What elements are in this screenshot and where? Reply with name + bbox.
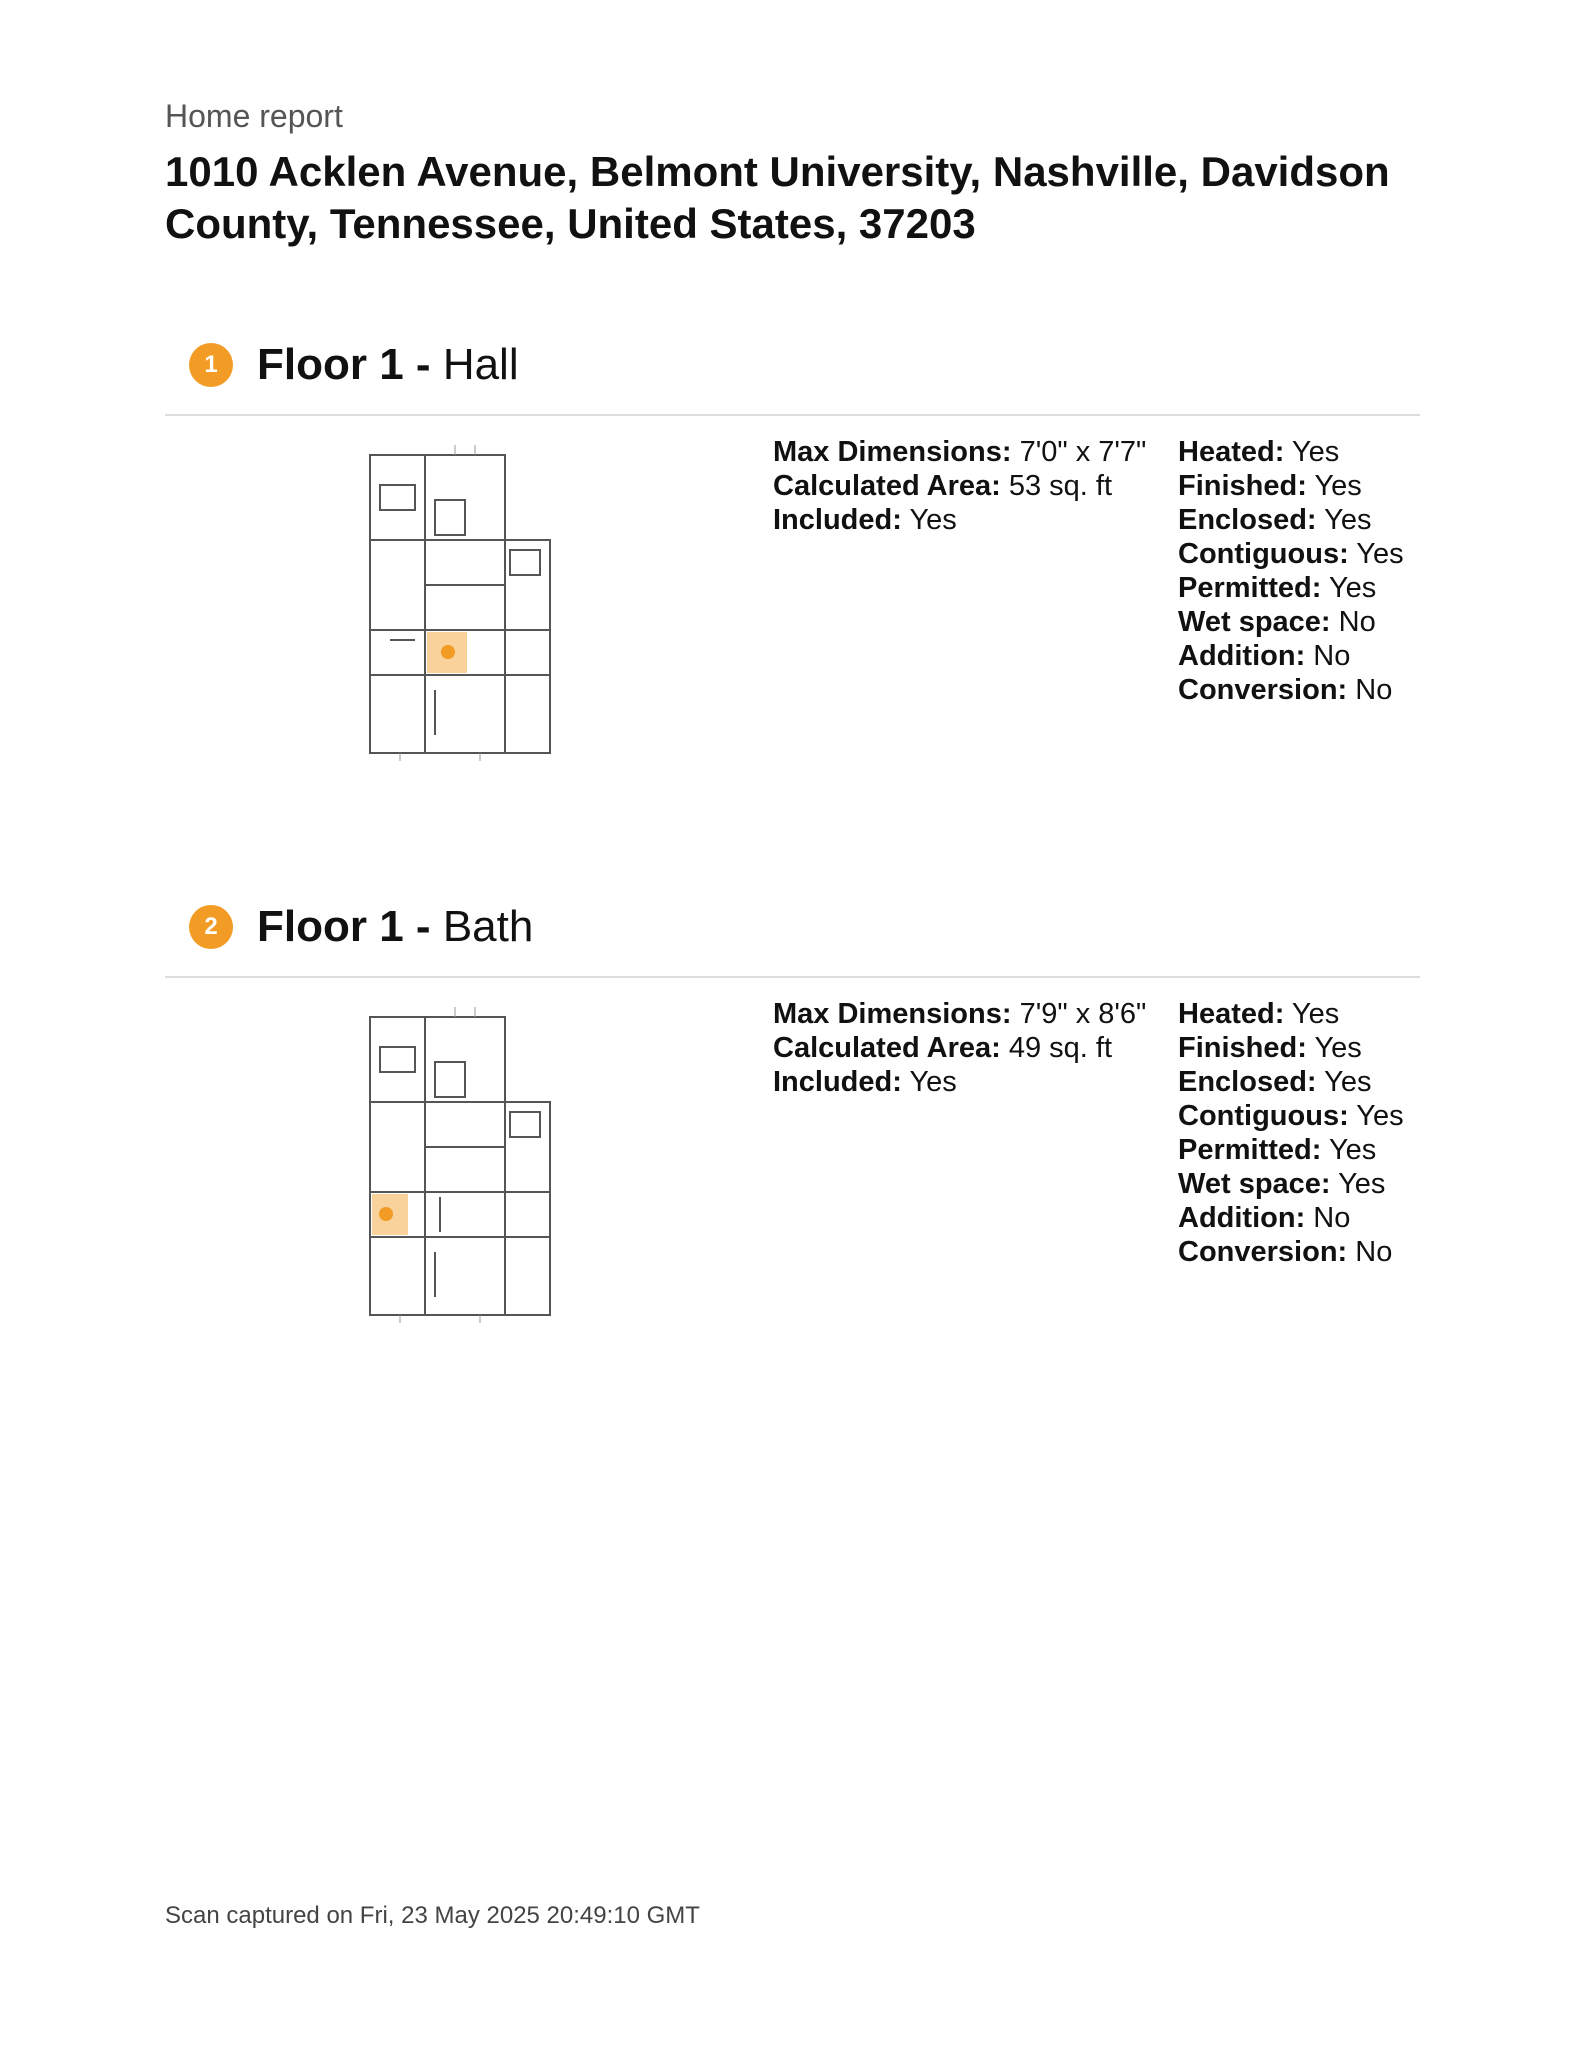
floor-label: Floor 1 (257, 340, 404, 389)
detail-row: Max Dimensions: 7'0" x 7'7" (773, 436, 1147, 468)
flag-row: Conversion: No (1178, 1236, 1393, 1268)
room-section-bath (0, 897, 1583, 1417)
detail-row: Max Dimensions: 7'9" x 8'6" (773, 998, 1147, 1030)
flag-row: Wet space: Yes (1178, 1168, 1386, 1200)
floor-plan-thumbnail (360, 1007, 560, 1327)
flag-row: Contiguous: Yes (1178, 538, 1404, 570)
room-name: Hall (442, 340, 519, 389)
flag-row: Enclosed: Yes (1178, 1066, 1372, 1098)
flag-row: Addition: No (1178, 1202, 1351, 1234)
room-number-badge: 1 (189, 343, 233, 387)
flag-row: Permitted: Yes (1178, 572, 1377, 604)
scan-timestamp: Scan captured on Fri, 23 May 2025 20:49:10 GMT (165, 1902, 700, 1929)
report-kicker: Home report (165, 98, 343, 134)
room-title (257, 340, 519, 390)
flag-row: Heated: Yes (1178, 998, 1340, 1030)
detail-row: Included: Yes (773, 504, 957, 536)
section-divider (165, 414, 1420, 416)
detail-row: Calculated Area: 49 sq. ft (773, 1032, 1113, 1064)
flag-row: Conversion: No (1178, 674, 1393, 706)
room-section-hall (0, 335, 1583, 855)
property-address: 1010 Acklen Avenue, Belmont University, Nashville, Davidson County, Tennessee, United States, 37203 (165, 148, 1390, 247)
flag-row: Heated: Yes (1178, 436, 1340, 468)
title-separator: - (415, 902, 431, 951)
flag-row: Finished: Yes (1178, 470, 1362, 502)
flag-row: Permitted: Yes (1178, 1134, 1377, 1166)
room-heading (189, 897, 533, 957)
flag-row: Contiguous: Yes (1178, 1100, 1404, 1132)
room-number-badge: 2 (189, 905, 233, 949)
flag-row: Wet space: No (1178, 606, 1376, 638)
floor-label: Floor 1 (257, 902, 404, 951)
dimension-details (773, 435, 1146, 537)
flag-row: Finished: Yes (1178, 1032, 1362, 1064)
room-title (257, 902, 533, 952)
room-marker-icon (441, 645, 455, 659)
floor-plan-thumbnail (360, 445, 560, 765)
detail-row: Calculated Area: 53 sq. ft (773, 470, 1113, 502)
room-flags (1178, 997, 1404, 1269)
room-name: Bath (442, 902, 534, 951)
section-divider (165, 976, 1420, 978)
room-heading (189, 335, 519, 395)
room-marker-icon (379, 1207, 393, 1221)
flag-row: Addition: No (1178, 640, 1351, 672)
title-separator: - (415, 340, 431, 389)
flag-row: Enclosed: Yes (1178, 504, 1372, 536)
dimension-details (773, 997, 1146, 1099)
room-flags (1178, 435, 1404, 707)
detail-row: Included: Yes (773, 1066, 957, 1098)
